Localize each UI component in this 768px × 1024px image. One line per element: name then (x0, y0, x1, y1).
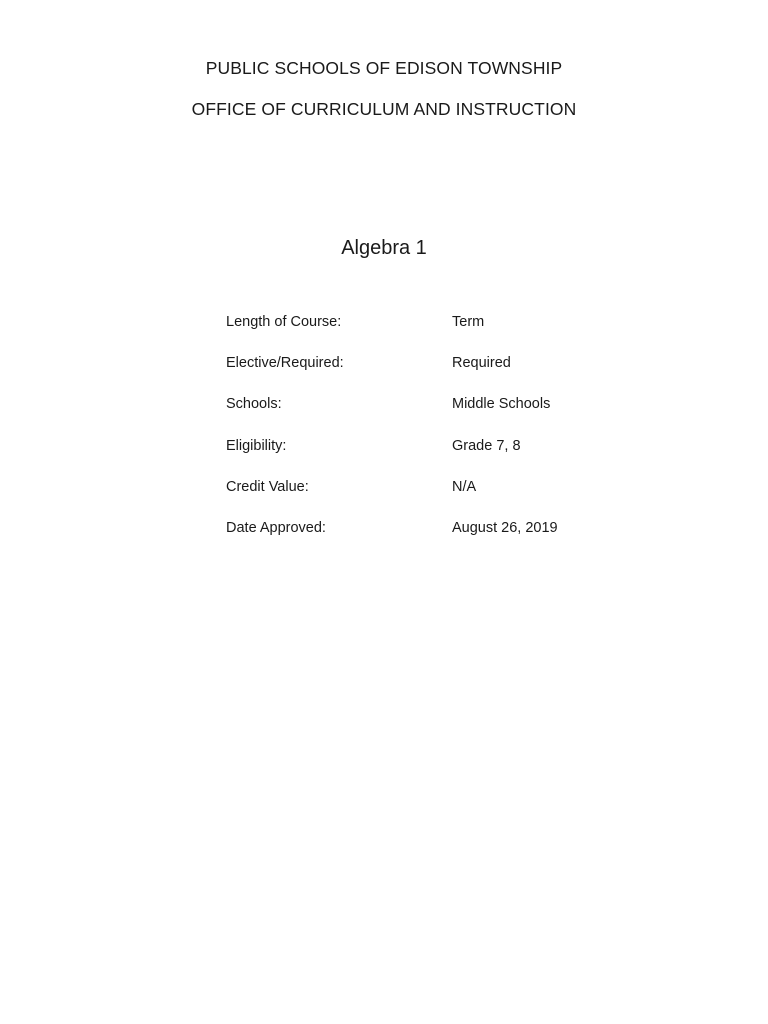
detail-label: Schools: (226, 396, 282, 413)
detail-label: Elective/Required: (226, 355, 344, 372)
detail-value: Grade 7, 8 (452, 437, 521, 454)
detail-value: N/A (452, 478, 477, 495)
district-name: PUBLIC SCHOOLS OF EDISON TOWNSHIP (205, 58, 563, 78)
detail-value: Middle Schools (452, 396, 551, 413)
detail-label: Date Approved: (226, 519, 326, 536)
detail-value: Term (452, 314, 485, 330)
detail-label: Length of Course: (226, 314, 342, 330)
detail-value: Required (452, 355, 511, 372)
detail-label: Eligibility: (226, 437, 287, 454)
course-title: Algebra 1 (341, 237, 427, 259)
detail-label: Credit Value: (226, 478, 309, 495)
detail-value: August 26, 2019 (452, 519, 558, 536)
office-name: OFFICE OF CURRICULUM AND INSTRUCTION (191, 99, 577, 119)
